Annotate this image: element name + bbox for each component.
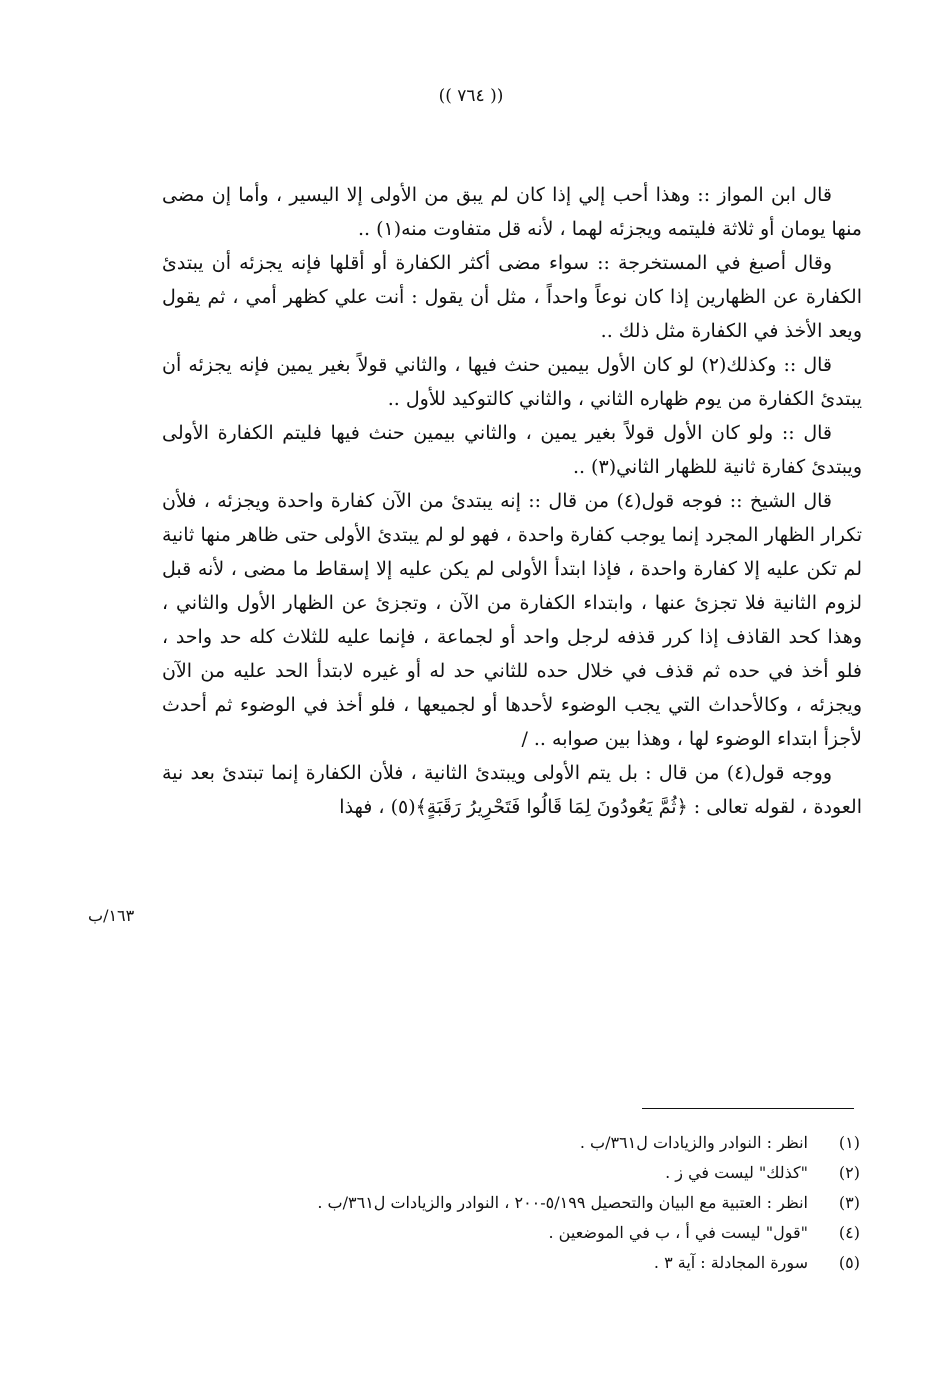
paragraph-5: قال الشيخ :: فوجه قول(٤) من قال :: إنه يبتدئ من الآن كفارة واحدة ويجزئه ، فلأن تكرار الظهار المجرد إنما يوجب كفارة واحدة ، فهو لو لم يبتدئ الأولى حتى ظاهر منها ثانية لم تكن عليه إلا كفارة واحدة ، فإذا ابتدأ الأولى لم يكن عليه إلا إسقاط ما مضى ، لأنه قبل لزوم الثانية فلا تجزئ عنها ، وابتداء الكفارة من الآن ، وتجزئ عن الظهار الأول والثاني ، وهذا كحد القاذف إذا كرر قذفه لرجل واحد أو لجماعة ، فإنما عليه للثلاث كله حد واحد ، فلو أخذ في حده ثم قذف في خلال حده للثاني حد له أو غيره لابتدأ الحد عليه من الآن ويجزئه ، وكالأحداث التي يجب الوضوء لأحدها أو لجميعها ، فلو أخذ في الوضوء ثم أحدث لأجزأ ابتداء الوضوء لها ، وهذا بين صوابه .. / <box>162 490 862 750</box>
footnote-4 <box>160 1218 860 1248</box>
footnote-5 <box>160 1248 860 1278</box>
footnote-text: "كذلك" ليست في ز . <box>665 1163 808 1182</box>
footnote-text: انظر : النوادر والزيادات ل٣٦١/ب . <box>579 1133 808 1152</box>
footnote-1 <box>160 1128 860 1158</box>
main-text <box>162 178 862 824</box>
marginal-folio-note: ١٦٣/ب <box>88 906 135 925</box>
footnote-text: انظر : العتبية مع البيان والتحصيل ٥/١٩٩-٢٠٠ ، النوادر والزيادات ل٣٦١/ب . <box>317 1193 808 1212</box>
footnote-text: "قول" ليست في أ ، ب في الموضعين . <box>548 1223 808 1242</box>
footnotes <box>160 1128 860 1278</box>
footnote-number: (١) <box>838 1133 860 1152</box>
page-number: (( ٧٦٤ )) <box>438 86 504 106</box>
paragraph-6: ووجه قول(٤) من قال : بل يتم الأولى ويبتدئ الثانية ، فلأن الكفارة إنما تبتدئ بعد نية العودة ، لقوله تعالى : ﴿ثُمَّ يَعُودُونَ لِمَا قَالُوا فَتَحْرِيرُ رَقَبَةٍ﴾(٥) ، فهذا <box>162 762 862 818</box>
paragraph-3: قال :: وكذلك(٢) لو كان الأول بيمين حنث فيها ، والثاني قولاً بغير يمين فإنه يجزئه أن يبتدئ الكفارة من يوم ظهاره الثاني ، والثاني كالتوكيد للأول .. <box>162 354 862 410</box>
footnote-text: سورة المجادلة : آية ٣ . <box>653 1253 808 1272</box>
paragraph-2: وقال أصبغ في المستخرجة :: سواء مضى أكثر الكفارة أو أقلها فإنه يجزئه أن يبتدئ الكفارة عن الظهارين إذا كان نوعاً واحداً ، مثل أن يقول : أنت علي كظهر أمي ، ثم يقول ويعد الأخذ في الكفارة مثل ذلك .. <box>162 252 862 342</box>
footnote-divider <box>642 1108 854 1109</box>
footnote-number: (٢) <box>838 1163 860 1182</box>
footnote-2 <box>160 1158 860 1188</box>
paragraph-4: قال :: ولو كان الأول قولاً بغير يمين ، والثاني بيمين حنث فيها فليتم الكفارة الأولى ويبتدئ كفارة ثانية للظهار الثاني(٣) .. <box>162 422 862 478</box>
footnote-number: (٥) <box>838 1253 860 1272</box>
footnote-number: (٤) <box>838 1223 860 1242</box>
footnote-number: (٣) <box>838 1193 860 1212</box>
paragraph-1: قال ابن المواز :: وهذا أحب إلي إذا كان لم يبق من الأولى إلا اليسير ، وأما إن مضى منها يومان أو ثلاثة فليتمه ويجزئه لهما ، لأنه قل متفاوت منه(١) .. <box>162 184 862 240</box>
footnote-3 <box>160 1188 860 1218</box>
